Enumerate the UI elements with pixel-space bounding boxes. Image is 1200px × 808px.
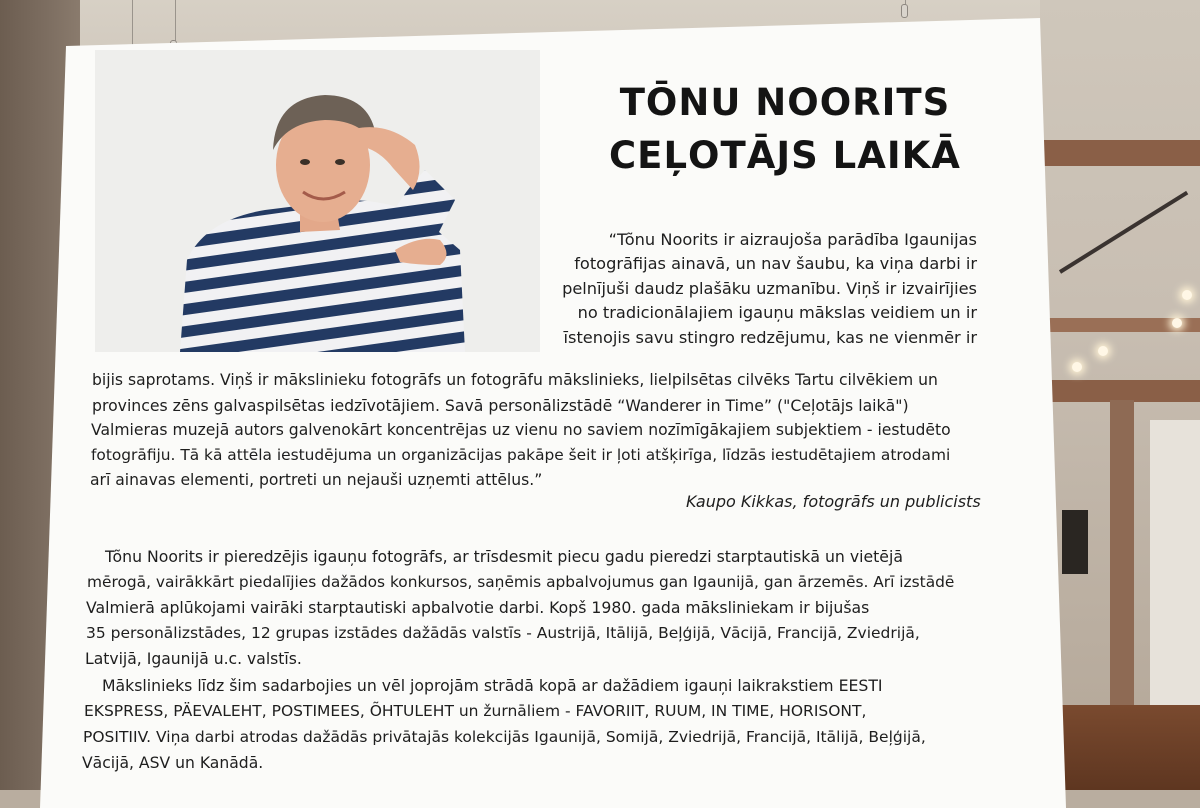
quote-line: bijis saprotams. Viņš ir mākslinieku fotogrāfs un fotogrāfu mākslinieks, lielpilsētas cilvēks Tartu cilvēkiem un xyxy=(92,371,938,389)
bio-line: Valmierā aplūkojami vairāki starptautiski apbalvotie darbi. Kopš 1980. gada māksliniekam ir bijušas xyxy=(86,598,870,617)
spotlight xyxy=(1072,362,1082,372)
quote-line: īstenojis savu stingro redzējumu, kas ne vienmēr ir xyxy=(563,327,977,347)
title-artist-name: TŌNU NOORITS xyxy=(619,81,951,124)
framed-artwork xyxy=(1062,510,1088,574)
quote-line: arī ainavas elementi, portreti un nejauši uzņemti attēlus.” xyxy=(90,471,543,489)
bio-line: Tõnu Noorits ir pieredzējis igauņu fotogrāfs, ar trīsdesmit piecu gadu pieredzi starptautiskā un vietējā xyxy=(105,547,903,566)
quote-author: Kaupo Kikkas, fotogrāfs un publicists xyxy=(686,492,981,511)
quote-line: provinces zēns galvaspilsētas iedzīvotājiem. Savā personālizstādē “Wanderer in Time” ("Ceļotājs laikā") xyxy=(92,396,909,415)
bio-line: Mākslinieks līdz šim sadarbojies un vēl joprojām strādā kopā ar dažādiem igauņi laikrakstiem EESTI xyxy=(102,676,883,695)
wooden-pillar xyxy=(1110,400,1134,720)
artist-portrait-photo xyxy=(95,50,540,352)
bio-line: mērogā, vairākkārt piedalījies dažādos konkursos, saņēmis apbalvojumus gan Igaunijā, gan ārzemēs. Arī izstādē xyxy=(87,573,955,591)
spotlight xyxy=(1182,290,1192,300)
quote-line: no tradicionālajiem igauņu mākslas veidiem un ir xyxy=(577,303,977,323)
hanging-hook xyxy=(901,4,908,18)
quote-line: Valmieras muzejā autors galvenokārt koncentrējas uz vienu no saviem nozīmīgākajiem subjektiem - iestudēto xyxy=(91,421,951,439)
bio-line: 35 personālizstādes, 12 grupas izstādes dažādās valstīs - Austrijā, Itālijā, Beļģijā, Vācijā, Francijā, Zviedrijā, xyxy=(86,624,920,642)
bio-line: EKSPRESS, PÄEVALEHT, POSTIMEES, ÕHTULEHT un žurnāliem - FAVORIIT, RUUM, IN TIME, HORISONT, xyxy=(84,702,867,720)
ceiling-beam xyxy=(1040,140,1200,166)
bio-line: Vācijā, ASV un Kanādā. xyxy=(82,754,264,772)
bio-line: Latvijā, Igaunijā u.c. valstīs. xyxy=(85,650,302,668)
quote-right-column xyxy=(547,228,977,350)
bio-line: POSITIIV. Viņa darbi atrodas dažādās privātajās kolekcijās Igaunijā, Somijā, Zviedrijā, Francijā, Itālijā, Beļģijā, xyxy=(83,728,926,746)
poster-title xyxy=(550,76,1020,182)
spotlight xyxy=(1098,346,1108,356)
spotlight xyxy=(1172,318,1182,328)
display-panel xyxy=(1150,420,1200,720)
quote-line: fotogrāfijas ainavā, un nav šaubu, ka viņa darbi ir xyxy=(574,254,977,274)
quote-line: “Tõnu Noorits ir aizraujoša parādība Igaunijas xyxy=(608,230,977,249)
title-exhibition-name: CEĻOTĀJS LAIKĀ xyxy=(609,134,961,177)
ceiling-beam xyxy=(1040,380,1200,402)
quote-line: fotogrāfiju. Tā kā attēla iestudējuma un organizācijas pakāpe šeit ir ļoti atšķirīga, līdzās iestudētajiem atrodami xyxy=(91,446,951,464)
quote-line: pelnījuši daudz plašāku uzmanību. Viņš ir izvairījies xyxy=(562,278,977,298)
